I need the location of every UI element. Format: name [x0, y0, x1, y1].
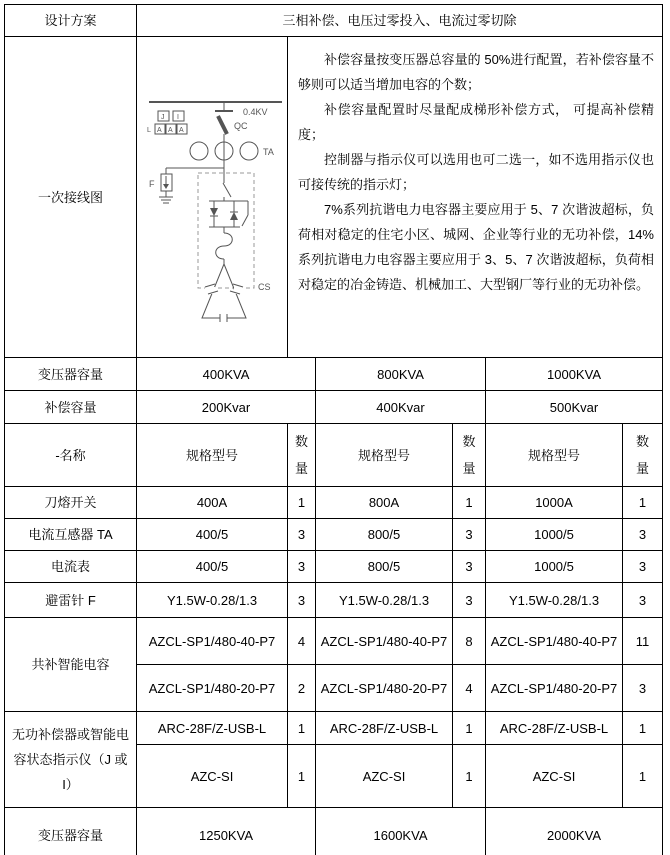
qc-label: QC	[233, 121, 247, 131]
capacity-value: 1000KVA	[486, 358, 663, 391]
header-name: -名称	[5, 424, 137, 487]
qty-cell: 3	[623, 519, 663, 551]
qty-cell: 11	[623, 618, 663, 665]
ta-label: TA	[262, 147, 274, 157]
qty-cell: 1	[453, 487, 486, 519]
spec-cell: 400/5	[137, 551, 288, 583]
ct-circle-icon	[240, 142, 258, 160]
qty-cell: 1	[623, 487, 663, 519]
qty-cell: 3	[453, 519, 486, 551]
row-label: 电流表	[5, 551, 137, 583]
capacity-value: 1600KVA	[316, 808, 486, 855]
qty-cell: 3	[453, 583, 486, 618]
ammeter-label: A	[167, 127, 173, 134]
header-qty	[453, 424, 486, 487]
spec-cell: 1000/5	[486, 519, 623, 551]
row-label: 刀熔开关	[5, 487, 137, 519]
row-label: 电流互感器 TA	[5, 519, 137, 551]
qty-cell: 3	[453, 551, 486, 583]
capacity-value: 200Kvar	[137, 391, 316, 424]
spec-table	[4, 4, 663, 855]
bypass-switch-icon	[242, 215, 248, 226]
spec-cell: 400/5	[137, 519, 288, 551]
qty-cell: 8	[453, 618, 486, 665]
qty-cell: 1	[453, 712, 486, 745]
capacity-value: 1250KVA	[137, 808, 316, 855]
spec-cell: Y1.5W-0.28/1.3	[316, 583, 453, 618]
row-label: 无功补偿器或智能电容状态指示仪（J 或 I）	[5, 712, 137, 808]
spec-cell: AZC-SI	[486, 745, 623, 808]
qty-cell: 3	[623, 583, 663, 618]
spec-cell: AZCL-SP1/480-40-P7	[137, 618, 288, 665]
spec-cell: AZCL-SP1/480-20-P7	[486, 665, 623, 712]
component-row	[5, 712, 663, 745]
qty-cell: 1	[453, 745, 486, 808]
qty-cell: 3	[623, 665, 663, 712]
ammeter-label: A	[178, 127, 184, 134]
spec-cell: 800A	[316, 487, 453, 519]
sum-label: L	[146, 127, 151, 134]
component-row	[5, 551, 663, 583]
ammeter-label: A	[156, 127, 162, 134]
header-spec: 规格型号	[137, 424, 288, 487]
note-paragraph: 7%系列抗谐电力电容器主要应用于 5、7 次谐波超标，负荷相对稳定的住宅小区、城网、企业等行业的无功补偿，14%系列抗谐电力电容器主要应用于 3、5、7 次谐波超标，负荷相对稳定的冶金铸造、机械加工、大型钢厂等行业的无功补偿。	[298, 202, 654, 292]
reactor-icon	[215, 233, 232, 259]
row-label: 避雷针 F	[5, 583, 137, 618]
spec-cell: AZC-SI	[137, 745, 288, 808]
note-paragraph: 控制器与指示仪可以选用也可二选一，如不选用指示仪也可接传统的指示灯；	[298, 152, 654, 192]
table-header-row	[5, 424, 663, 487]
spec-cell: 400A	[137, 487, 288, 519]
spec-cell: AZCL-SP1/480-20-P7	[316, 665, 453, 712]
component-row	[5, 487, 663, 519]
qty-cell: 2	[288, 665, 316, 712]
row-label: 共补智能电容	[5, 618, 137, 712]
contactor-icon	[223, 183, 231, 197]
compensation-capacity-row	[5, 391, 663, 424]
capacity-value: 500Kvar	[486, 391, 663, 424]
spec-cell: 800/5	[316, 551, 453, 583]
qty-cell: 3	[288, 583, 316, 618]
indicator-label: I	[176, 114, 179, 121]
qty-cell: 1	[288, 487, 316, 519]
qty-cell: 3	[288, 519, 316, 551]
qty-cell: 3	[288, 551, 316, 583]
qty-cell: 1	[623, 712, 663, 745]
spec-cell: Y1.5W-0.28/1.3	[137, 583, 288, 618]
transformer-capacity-row	[5, 358, 663, 391]
cs-label: CS	[257, 282, 271, 292]
note-paragraph: 补偿容量按变压器总容量的 50%进行配置，若补偿容量不够则可以适当增加电容的个数；	[298, 52, 654, 92]
qty-cell: 4	[288, 618, 316, 665]
component-row	[5, 519, 663, 551]
notes-cell	[288, 37, 663, 358]
row-label: 变压器容量	[5, 808, 137, 855]
single-line-diagram-cell	[137, 37, 288, 358]
spec-cell: ARC-28F/Z-USB-L	[137, 712, 288, 745]
qty-cell: 3	[623, 551, 663, 583]
component-row	[5, 583, 663, 618]
qty-cell: 1	[288, 745, 316, 808]
row-label: 补偿容量	[5, 391, 137, 424]
spec-cell: 1000A	[486, 487, 623, 519]
spec-cell: AZCL-SP1/480-40-P7	[486, 618, 623, 665]
header-spec: 规格型号	[486, 424, 623, 487]
header-qty	[623, 424, 663, 487]
design-label: 设计方案	[5, 5, 137, 37]
spec-cell: ARC-28F/Z-USB-L	[316, 712, 453, 745]
spec-cell: AZCL-SP1/480-40-P7	[316, 618, 453, 665]
qty-cell: 4	[453, 665, 486, 712]
note-paragraph: 补偿容量配置时尽量配成梯形补偿方式， 可提高补偿精度；	[298, 102, 654, 142]
row-label: 变压器容量	[5, 358, 137, 391]
qty-vertical-text: 数量	[294, 434, 308, 476]
design-value: 三相补偿、电压过零投入、电流过零切除	[137, 5, 663, 37]
spec-cell: 800/5	[316, 519, 453, 551]
component-row	[5, 618, 663, 665]
capacity-value: 800KVA	[316, 358, 486, 391]
f-label: F	[148, 179, 154, 189]
spec-cell: AZC-SI	[316, 745, 453, 808]
header-spec: 规格型号	[316, 424, 453, 487]
transformer-capacity-row-2	[5, 808, 663, 855]
spec-cell: 1000/5	[486, 551, 623, 583]
capacity-value: 400Kvar	[316, 391, 486, 424]
ct-circle-icon	[190, 142, 208, 160]
thyristor-icon	[210, 208, 218, 216]
spec-cell: ARC-28F/Z-USB-L	[486, 712, 623, 745]
dashed-enclosure	[198, 173, 254, 288]
qty-vertical-text: 数量	[635, 434, 649, 476]
design-row	[5, 5, 663, 37]
spec-cell: Y1.5W-0.28/1.3	[486, 583, 623, 618]
header-qty	[288, 424, 316, 487]
controller-label: J	[160, 114, 164, 121]
qty-cell: 1	[288, 712, 316, 745]
spec-cell: AZCL-SP1/480-20-P7	[137, 665, 288, 712]
thyristor-icon	[230, 212, 238, 220]
diagram-label: 一次接线图	[5, 37, 137, 358]
capacity-value: 400KVA	[137, 358, 316, 391]
qty-vertical-text: 数量	[462, 434, 476, 476]
voltage-label: 0.4KV	[242, 107, 268, 117]
diagram-row	[5, 37, 663, 358]
qty-cell: 1	[623, 745, 663, 808]
capacity-value: 2000KVA	[486, 808, 663, 855]
single-line-diagram	[139, 37, 286, 347]
qc-switch-icon	[218, 116, 227, 134]
